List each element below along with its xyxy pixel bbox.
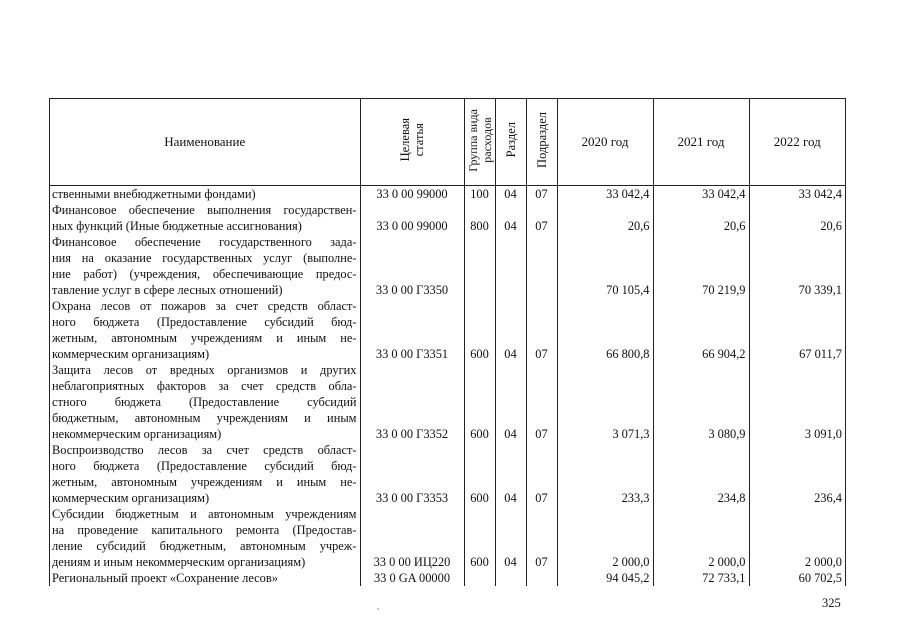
row-name-line: коммерческим организациям) bbox=[52, 491, 210, 505]
header-section: Раздел bbox=[495, 99, 526, 186]
row-value-2020: 94 045,2 bbox=[557, 570, 653, 586]
row-name-line: на проведение капитального ремонта (Предостав- bbox=[52, 523, 357, 537]
row-name bbox=[50, 570, 360, 586]
row-subsection: 07 bbox=[526, 186, 557, 203]
row-value-2020: 2 000,0 bbox=[557, 506, 653, 570]
row-section: 04 bbox=[495, 506, 526, 570]
row-expense-group: 600 bbox=[464, 506, 495, 570]
row-value-2021: 2 000,0 bbox=[653, 506, 749, 570]
row-expense-group: 800 bbox=[464, 202, 495, 234]
row-value-2020: 233,3 bbox=[557, 442, 653, 506]
header-row bbox=[50, 99, 845, 186]
row-name-line: ственными внебюджетными фондами) bbox=[52, 187, 256, 201]
header-2022: 2022 год bbox=[749, 99, 845, 186]
row-target-article: 33 0 00 99000 bbox=[360, 186, 464, 203]
row-target-article: 33 0 00 Г3353 bbox=[360, 442, 464, 506]
table-row bbox=[50, 234, 845, 298]
row-name bbox=[50, 202, 360, 234]
budget-table bbox=[50, 99, 845, 586]
row-target-article: 33 0 00 99000 bbox=[360, 202, 464, 234]
row-section: 04 bbox=[495, 202, 526, 234]
row-target-article: 33 0 00 Г3351 bbox=[360, 298, 464, 362]
row-name-line: Охрана лесов от пожаров за счет средств област- bbox=[52, 299, 357, 313]
row-name-line: стного бюджета (Предоставление субсидий bbox=[52, 395, 357, 409]
budget-table-wrapper bbox=[49, 98, 846, 586]
row-value-2021: 70 219,9 bbox=[653, 234, 749, 298]
row-value-2020: 66 800,8 bbox=[557, 298, 653, 362]
row-value-2021: 234,8 bbox=[653, 442, 749, 506]
row-name-line: некоммерческим организациям) bbox=[52, 427, 222, 441]
row-name-line: Региональный проект «Сохранение лесов» bbox=[52, 571, 278, 585]
row-subsection: 07 bbox=[526, 202, 557, 234]
row-value-2021: 72 733,1 bbox=[653, 570, 749, 586]
row-name bbox=[50, 506, 360, 570]
row-name-line: ных функций (Иные бюджетные ассигнования) bbox=[52, 219, 302, 233]
row-value-2022: 20,6 bbox=[820, 219, 842, 233]
row-value-2021: 3 080,9 bbox=[653, 362, 749, 442]
row-subsection: 07 bbox=[526, 298, 557, 362]
page-number: 325 bbox=[822, 596, 841, 610]
row-expense-group bbox=[464, 570, 495, 586]
row-name bbox=[50, 442, 360, 506]
row-name-line: Финансовое обеспечение выполнения государствен- bbox=[52, 203, 357, 217]
row-name-line: ного бюджета (Предоставление субсидий бюд- bbox=[52, 315, 357, 329]
row-name-line: неблагоприятных факторов за счет средств обла- bbox=[52, 379, 357, 393]
row-name-line: ного бюджета (Предоставление субсидий бюд- bbox=[52, 459, 357, 473]
row-subsection: 07 bbox=[526, 442, 557, 506]
row-section: 04 bbox=[495, 442, 526, 506]
row-name bbox=[50, 298, 360, 362]
row-name-line: Финансовое обеспечение государственного зада- bbox=[52, 235, 357, 249]
table-row bbox=[50, 442, 845, 506]
header-2020: 2020 год bbox=[557, 99, 653, 186]
row-name-line: бюджетным, автономным учреждениям и иным bbox=[52, 411, 357, 425]
row-expense-group bbox=[464, 234, 495, 298]
row-section bbox=[495, 570, 526, 586]
header-target-article: Целевая статья bbox=[360, 99, 464, 186]
row-name bbox=[50, 186, 360, 203]
row-name-line: Защита лесов от вредных организмов и других bbox=[52, 363, 357, 377]
table-row bbox=[50, 506, 845, 570]
table-row bbox=[50, 298, 845, 362]
row-value-2022: 3 091,0 bbox=[804, 427, 842, 441]
header-2021: 2021 год bbox=[653, 99, 749, 186]
row-expense-group: 600 bbox=[464, 362, 495, 442]
row-value-2021: 66 904,2 bbox=[653, 298, 749, 362]
row-value-2022: 33 042,4 bbox=[798, 187, 842, 201]
row-name bbox=[50, 362, 360, 442]
row-section: 04 bbox=[495, 186, 526, 203]
row-value-2022: 236,4 bbox=[814, 491, 842, 505]
row-name-line: жетным, автономным учреждениям и иным не- bbox=[52, 331, 357, 345]
row-section bbox=[495, 234, 526, 298]
row-name-line: ние работ) (учреждения, обеспечивающие предос- bbox=[52, 267, 357, 281]
row-value-2022: 60 702,5 bbox=[798, 571, 842, 585]
row-value-2020: 33 042,4 bbox=[557, 186, 653, 203]
table-row bbox=[50, 186, 845, 203]
row-expense-group: 600 bbox=[464, 298, 495, 362]
row-value-2022: 2 000,0 bbox=[804, 555, 842, 569]
row-subsection bbox=[526, 570, 557, 586]
row-value-2020: 3 071,3 bbox=[557, 362, 653, 442]
row-value-2020: 20,6 bbox=[557, 202, 653, 234]
scan-speck bbox=[377, 608, 379, 610]
row-name-line: тавление услуг в сфере лесных отношений) bbox=[52, 283, 283, 297]
row-target-article: 33 0 GA 00000 bbox=[360, 570, 464, 586]
row-subsection: 07 bbox=[526, 506, 557, 570]
row-name-line: дениям и иным некоммерческим организациям) bbox=[52, 555, 306, 569]
row-name-line: жетным, автономным учреждениям и иным не- bbox=[52, 475, 357, 489]
header-subsection: Подраздел bbox=[526, 99, 557, 186]
table-row bbox=[50, 202, 845, 234]
row-name-line: Субсидии бюджетным и автономным учреждениям bbox=[52, 507, 357, 521]
row-value-2022: 67 011,7 bbox=[799, 347, 842, 361]
row-section: 04 bbox=[495, 362, 526, 442]
header-expense-group: Группа вида расходов bbox=[464, 99, 495, 186]
row-subsection bbox=[526, 234, 557, 298]
header-name: Наименование bbox=[50, 99, 360, 186]
row-target-article: 33 0 00 Г3350 bbox=[360, 234, 464, 298]
row-value-2020: 70 105,4 bbox=[557, 234, 653, 298]
row-name-line: коммерческим организациям) bbox=[52, 347, 210, 361]
row-subsection: 07 bbox=[526, 362, 557, 442]
table-row bbox=[50, 570, 845, 586]
row-target-article: 33 0 00 Г3352 bbox=[360, 362, 464, 442]
row-value-2022: 70 339,1 bbox=[798, 283, 842, 297]
row-name-line: ление субсидий бюджетным, автономным учреж- bbox=[52, 539, 357, 553]
row-name-line: Воспроизводство лесов за счет средств област- bbox=[52, 443, 357, 457]
row-value-2021: 20,6 bbox=[653, 202, 749, 234]
row-name bbox=[50, 234, 360, 298]
row-target-article: 33 0 00 ИЦ220 bbox=[360, 506, 464, 570]
row-value-2021: 33 042,4 bbox=[653, 186, 749, 203]
row-expense-group: 100 bbox=[464, 186, 495, 203]
row-name-line: ния на оказание государственных услуг (выполне- bbox=[52, 251, 357, 265]
row-expense-group: 600 bbox=[464, 442, 495, 506]
table-row bbox=[50, 362, 845, 442]
row-section: 04 bbox=[495, 298, 526, 362]
